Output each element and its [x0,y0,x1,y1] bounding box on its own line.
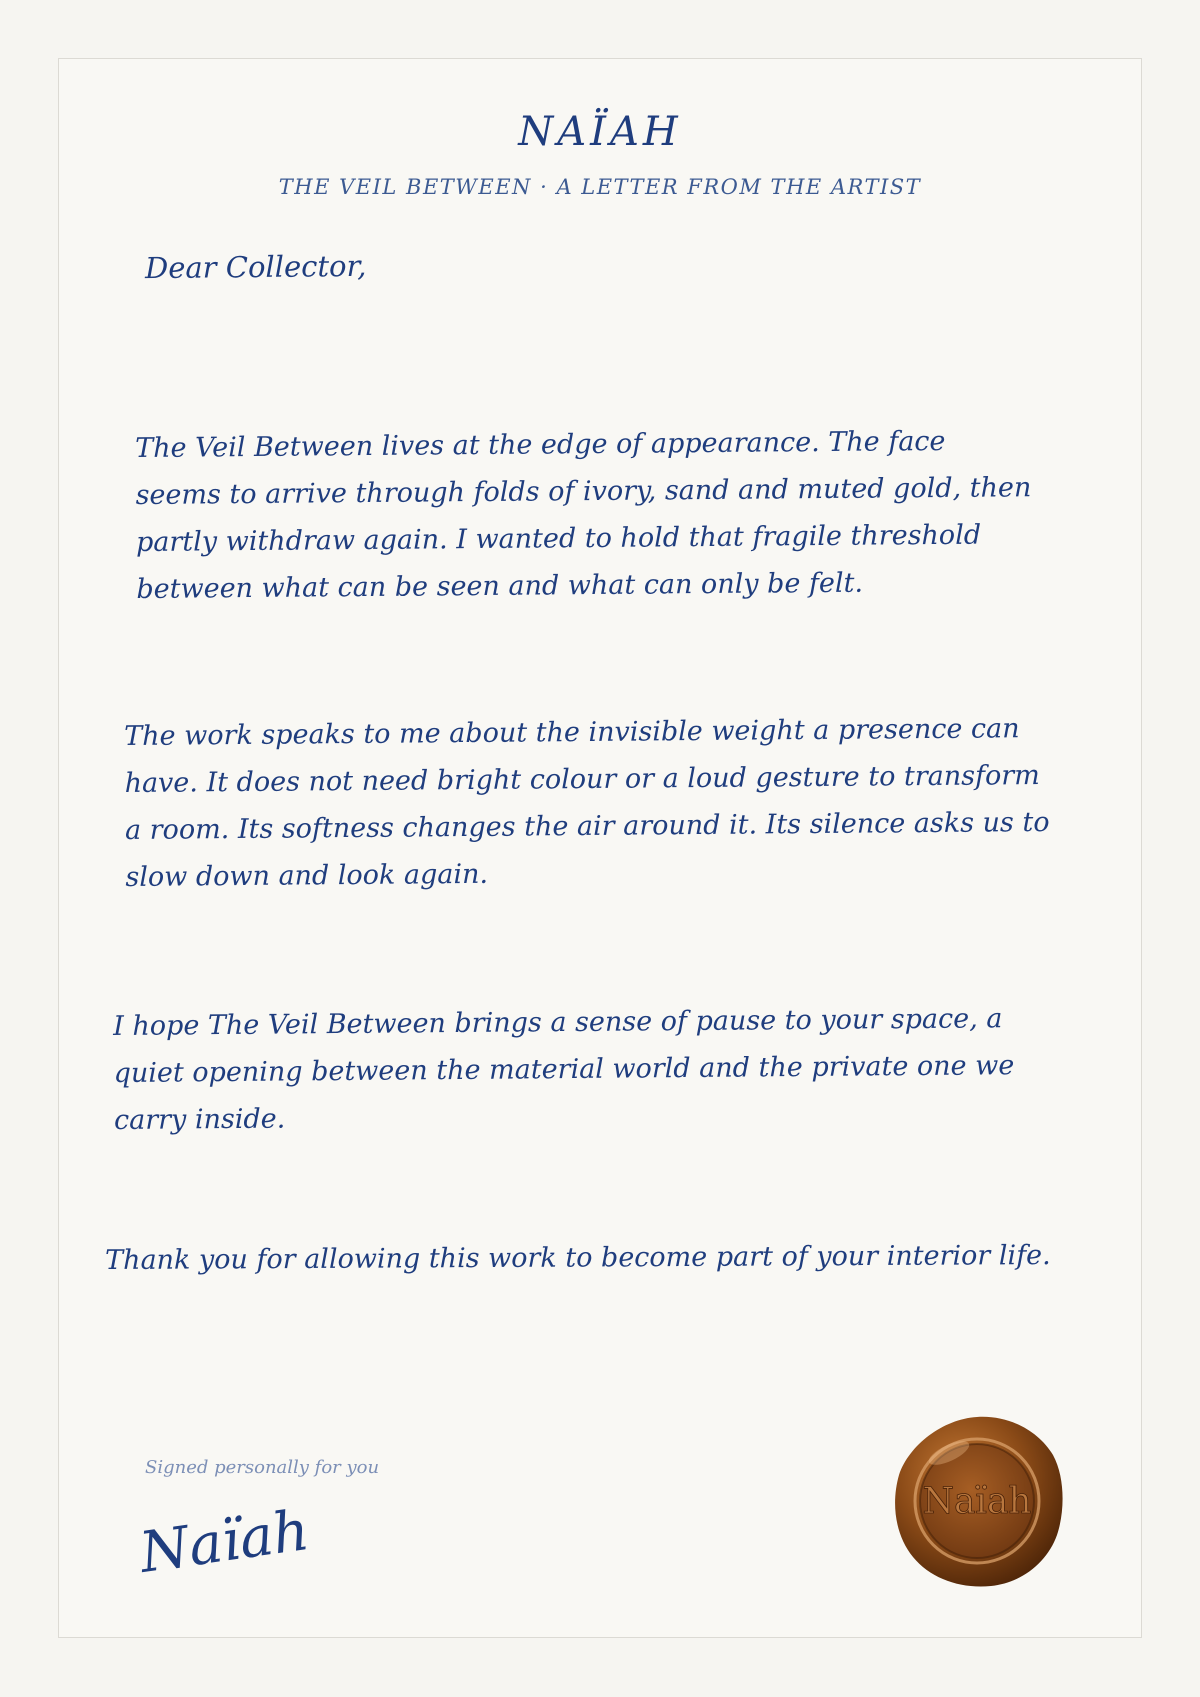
paragraph-1: The Veil Between lives at the edge of appearance. The face seems to arrive through folds of ivory, sand and muted gold, then partly withdraw again. I wanted to hold that fragile threshold between what can be seen and what can only be felt. [135,425,1032,605]
paragraph-4: Thank you for allowing this work to become part of your interior life. [105,1240,1051,1276]
paragraph-3: I hope The Veil Between brings a sense of pause to your space, a quiet opening between the material world and the private one we carry inside. [113,1003,1015,1136]
signed-note: Signed personally for you [145,1457,380,1478]
letter-subtitle: THE VEIL BETWEEN · A LETTER FROM THE ARTIST [278,175,922,199]
letter-page [58,58,1142,1638]
handwritten-signature: Naïah [135,1498,314,1586]
seal-monogram: Naïah [922,1481,1032,1522]
paragraph-2: The work speaks to me about the invisible weight a presence can have. It does not need bright colour or a loud gesture to transform a room. Its softness changes the air around it. Its silence asks us to slow down and look again. [124,713,1050,893]
wax-seal-icon [887,1411,1067,1591]
greeting: Dear Collector, [144,248,367,286]
brand-title: NAÏAH [518,109,682,155]
